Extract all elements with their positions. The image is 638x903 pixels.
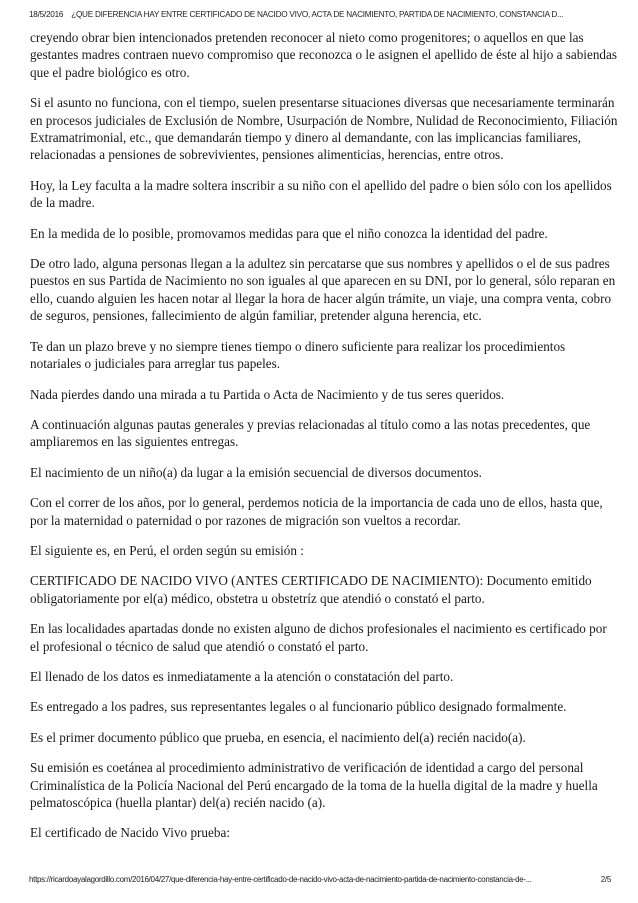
- print-date: 18/5/2016: [29, 10, 64, 19]
- paragraph: Te dan un plazo breve y no siempre tienes tiempo o dinero suficiente para realizar los procedimientos notariales o judiciales para arreglar tus papeles.: [30, 338, 566, 372]
- print-header: [29, 10, 611, 19]
- paragraph: Es el primer documento público que prueba, en esencia, el nacimiento del(a) recién nacido(a).: [30, 729, 526, 745]
- paragraph: De otro lado, alguna personas llegan a la adultez sin percatarse que sus nombres y apellidos o el de sus padres puestos en sus Partida de Nacimiento no son iguales al que aparecen en su DNI, por lo general, sólo reparan en ello, cuando alguien les hacen notar al llegar la hora de hacer algún trámite, un viaje, una compra venta, cobro de seguros, pensiones, fallecimiento de algún familiar, pretender alguna herencia, etc.: [30, 256, 616, 324]
- paragraph: El llenado de los datos es inmediatamente a la atención o constatación del parto.: [30, 668, 454, 684]
- paragraph: creyendo obrar bien intencionados pretenden reconocer al nieto como progenitores; o aquellos en que las gestantes madres contraen nuevo compromiso que reconozca o le asignen el apellido de éste al hijo a sabiendas que el padre biológico es otro.: [30, 30, 617, 80]
- page-number: 2/5: [600, 875, 611, 884]
- paragraph: Si el asunto no funciona, con el tiempo, suelen presentarse situaciones diversas que necesariamente terminarán en procesos judiciales de Exclusión de Nombre, Usurpación de Nombre, Nulidad de Reconocimiento, Filiación Extramatrimonial, etc., que demandarán tiempo y dinero al demandante, con las implicancias familiares, relacionadas a pensiones de sobrevivientes, pensiones alimenticias, herencias, entre otros.: [30, 95, 618, 163]
- paragraph: Nada pierdes dando una mirada a tu Partida o Acta de Nacimiento y de tus seres queridos.: [30, 386, 505, 402]
- paragraph: En la medida de lo posible, promovamos medidas para que el niño conozca la identidad del padre.: [30, 225, 548, 241]
- source-url[interactable]: https://ricardoayalagordillo.com/2016/04/27/que-diferencia-hay-entre-certificado-de-nacido-vivo-acta-de-nacimiento-partida-de-nacimiento-constancia-de-...: [29, 875, 532, 884]
- paragraph: CERTIFICADO DE NACIDO VIVO (ANTES CERTIFICADO DE NACIMIENTO): Documento emitido obligatoriamente por el(a) médico, obstetra u obstetríz que atendió o constató el parto.: [30, 573, 592, 606]
- paragraph: En las localidades apartadas donde no existen alguno de dichos profesionales el nacimiento es certificado por el profesional o técnico de salud que atendió o constató el parto.: [30, 621, 607, 654]
- paragraph: El certificado de Nacido Vivo prueba:: [30, 825, 230, 841]
- paragraph: Con el correr de los años, por lo general, perdemos noticia de la importancia de cada uno de ellos, hasta que, por la maternidad o paternidad o por razones de migración son vueltos a recordar.: [30, 495, 603, 528]
- paragraph: Su emisión es coetánea al procedimiento administrativo de verificación de identidad a cargo del personal Criminalística de la Policía Nacional del Perú encargado de la toma de la huella digital de la madre y huella pelmatoscópica (huella plantar) del(a) recién nacido (a).: [30, 760, 598, 810]
- paragraph: Es entregado a los padres, sus representantes legales o al funcionario público designado formalmente.: [30, 699, 567, 715]
- paragraph: El siguiente es, en Perú, el orden según su emisión :: [30, 542, 304, 558]
- document-title: ¿QUE DIFERENCIA HAY ENTRE CERTIFICADO DE NACIDO VIVO, ACTA DE NACIMIENTO, PARTIDA DE NACIMIENTO, CONSTANCIA D...: [71, 10, 564, 19]
- print-footer: [29, 875, 611, 884]
- paragraph: Hoy, la Ley faculta a la madre soltera inscribir a su niño con el apellido del padre o bien sólo con los apellidos de la madre.: [30, 177, 612, 211]
- paragraph: El nacimiento de un niño(a) da lugar a la emisión secuencial de diversos documentos.: [30, 464, 482, 480]
- paragraph: A continuación algunas pautas generales y previas relacionadas al título como a las notas precedentes, que ampliaremos en las siguientes entregas.: [30, 416, 591, 450]
- article-body: [30, 29, 618, 855]
